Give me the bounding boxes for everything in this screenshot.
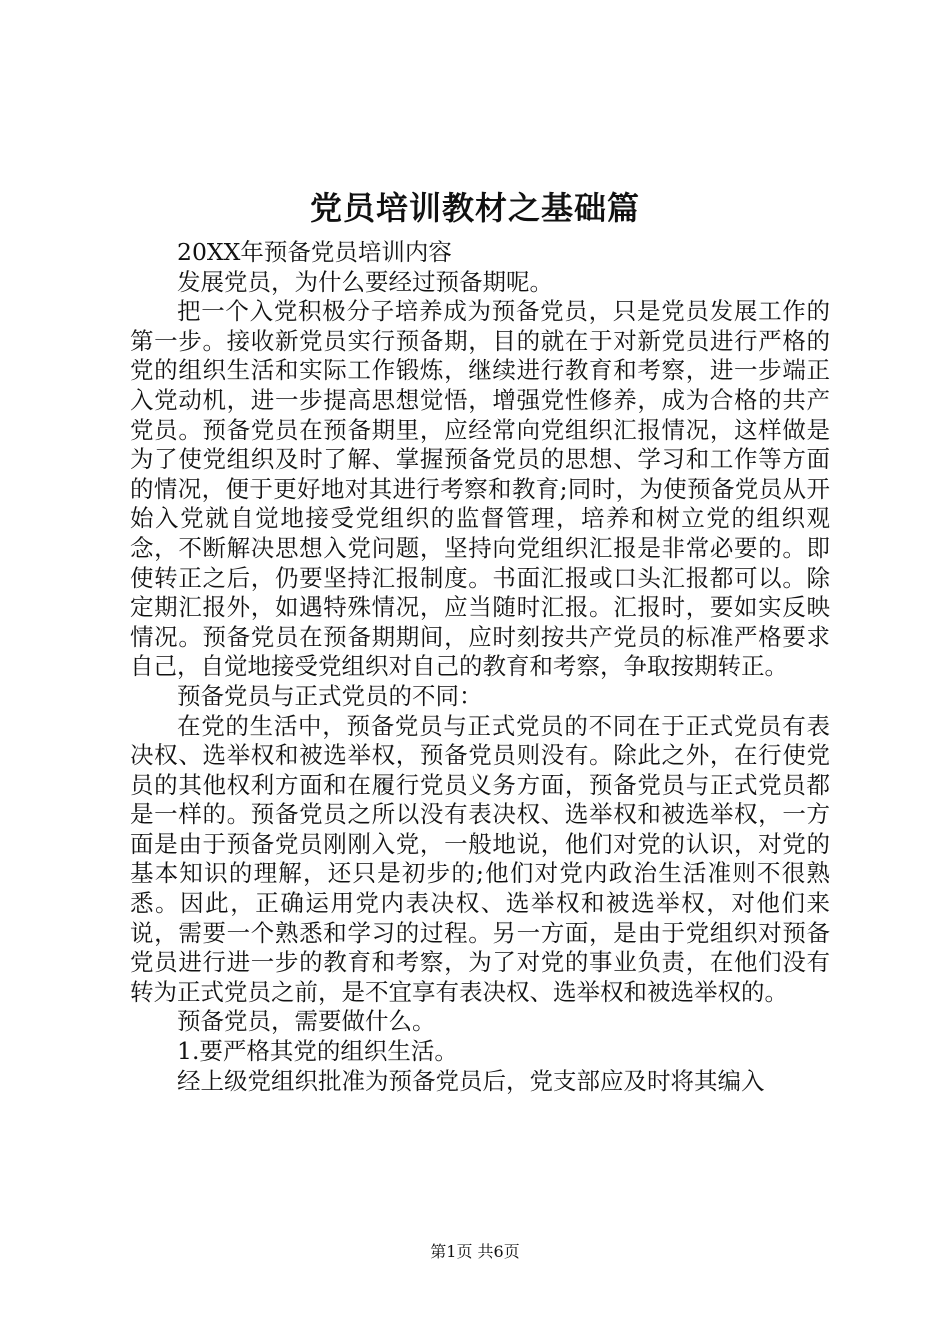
paragraph: 在党的生活中，预备党员与正式党员的不同在于正式党员有表决权、选举权和被选举权，预备党员则没有。除此之外，在行使党员的其他权利方面和在履行党员义务方面，预备党员与正式党员都是一样的。预备党员之所以没有表决权、选举权和被选举权，一方面是由于预备党员刚刚入党，一般地说，他们对党的认识，对党的基本知识的理解，还只是初步的;他们对党内政治生活准则不很熟悉。因此，正确运用党内表决权、选举权和被选举权，对他们来说，需要一个熟悉和学习的过程。另一方面，是由于党组织对预备党员进行进一步的教育和考察，为了对党的事业负责，在他们没有转为正式党员之前，是不宜享有表决权、选举权和被选举权的。 [130, 711, 830, 1006]
document-body [130, 238, 830, 1096]
paragraph: 1.要严格其党的组织生活。 [177, 1037, 458, 1066]
paragraph: 把一个入党积极分子培养成为预备党员，只是党员发展工作的第一步。接收新党员实行预备期，目的就在于对新党员进行严格的党的组织生活和实际工作锻炼，继续进行教育和考察，进一步端正入党动机，进一步提高思想觉悟，增强党性修养，成为合格的共产党员。预备党员在预备期里，应经常向党组织汇报情况，这样做是为了使党组织及时了解、掌握预备党员的思想、学习和工作等方面的情况，便于更好地对其进行考察和教育;同时，为使预备党员从开始入党就自觉地接受党组织的监督管理，培养和树立党的组织观念，不断解决思想入党问题，坚持向党组织汇报是非常必要的。即使转正之后，仍要坚持汇报制度。书面汇报或口头汇报都可以。除定期汇报外，如遇特殊情况，应当随时汇报。汇报时，要如实反映情况。预备党员在预备期期间，应时刻按共产党员的标准严格要求自己，自觉地接受党组织对自己的教育和考察，争取按期转正。 [130, 297, 830, 681]
paragraph: 预备党员与正式党员的不同： [177, 681, 483, 710]
paragraph: 发展党员，为什么要经过预备期呢。 [177, 267, 553, 296]
paragraph: 20XX年预备党员培训内容 [177, 238, 452, 266]
document-title: 党员培训教材之基础篇 [309, 189, 640, 227]
paragraph: 经上级党组织批准为预备党员后，党支部应及时将其编入 [177, 1066, 765, 1095]
paragraph: 预备党员，需要做什么。 [177, 1007, 436, 1036]
page-footer: 第1页 共6页 [430, 1242, 520, 1261]
